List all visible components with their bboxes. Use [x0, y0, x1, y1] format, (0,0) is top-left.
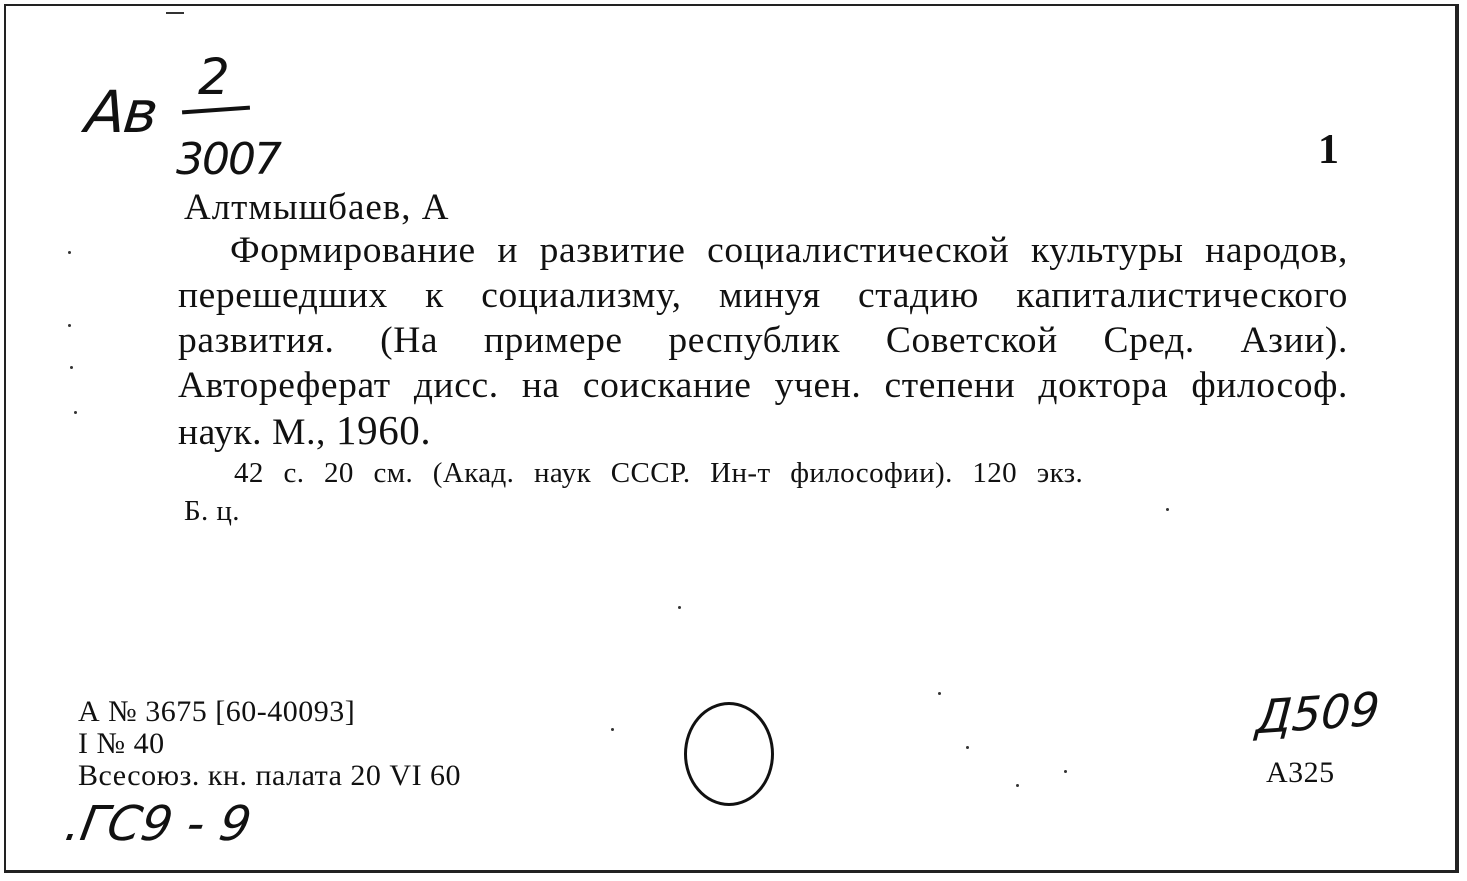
speck [68, 324, 71, 327]
registration-line-1: А № 3675 [60-40093] [78, 695, 356, 728]
shelf-mark-prefix: Ав [82, 78, 160, 146]
speck [1064, 770, 1067, 773]
speck [1016, 784, 1019, 787]
shelf-mark-denominator: 3007 [176, 134, 280, 185]
speck [68, 251, 71, 254]
speck [611, 728, 614, 731]
shelf-mark-numerator: 2 [198, 48, 230, 106]
collation-block [184, 454, 1344, 530]
catalog-card [4, 4, 1459, 873]
handwritten-note-right: Д509 [1254, 681, 1382, 745]
punch-hole [684, 702, 774, 806]
fraction-line [182, 106, 250, 115]
speck [678, 606, 681, 609]
speck [966, 746, 969, 749]
speck [938, 692, 941, 695]
speck [74, 411, 77, 414]
author-heading: Алтмышбаев, А [184, 187, 450, 228]
collation-line: 42 с. 20 см. (Акад. наук СССР. Ин-т философии). 120 экз. [234, 457, 1084, 489]
publication-year: 1960. [336, 407, 432, 453]
registration-block [78, 696, 461, 792]
price-line: Б. ц. [184, 495, 240, 527]
title-description [178, 228, 1348, 455]
title-text: Формирование и развитие социалистической культуры народов, перешедших к социализму, минуя стадию капиталистического развития. (На примере республик Советской Сред. Азии). Автореферат дисс. на соискание учен. степени доктора философ. наук. М., [178, 230, 1348, 453]
speck [70, 366, 73, 369]
speck [166, 12, 184, 14]
speck [1166, 508, 1169, 511]
handwritten-note-left: .ГС9 - 9 [61, 796, 256, 852]
card-number: 1 [1318, 127, 1339, 173]
registration-line-3: Всесоюз. кн. палата 20 VI 60 [78, 759, 462, 792]
registration-line-2: I № 40 [78, 727, 165, 760]
printed-code-right: А325 [1266, 756, 1335, 789]
